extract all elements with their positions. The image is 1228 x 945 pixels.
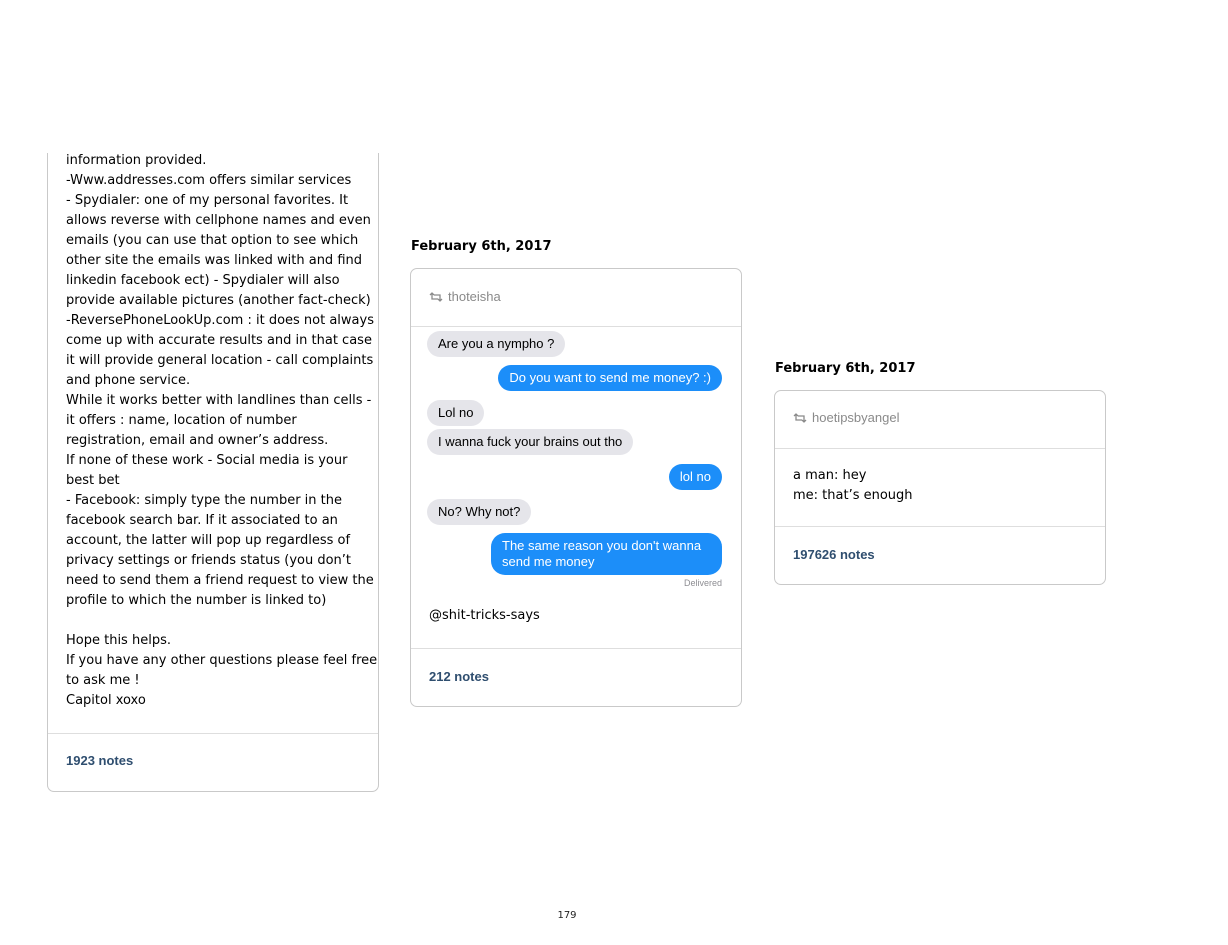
reblog-username[interactable]: thoteisha: [448, 289, 501, 304]
reblog-header[interactable]: [429, 289, 501, 304]
text-line: other site the emails was linked with and find: [66, 253, 362, 268]
divider: [775, 526, 1105, 527]
text-line: best bet: [66, 473, 120, 488]
reblog-icon: [793, 413, 807, 423]
text-line: it offers : name, location of number: [66, 413, 297, 428]
text-line: me: that’s enough: [793, 488, 913, 503]
post-date: February 6th, 2017: [411, 239, 552, 254]
text-line: to ask me !: [66, 673, 140, 688]
delivered-status: Delivered: [683, 578, 722, 588]
notes-count[interactable]: 1923 notes: [66, 753, 134, 768]
text-line: If you have any other questions please feel free: [66, 653, 378, 668]
post-body-text: [66, 151, 378, 711]
message-bubble-incoming: Lol no: [427, 400, 484, 426]
text-line: privacy settings or friends status (you don’t: [66, 553, 352, 568]
reblog-icon: [429, 292, 443, 302]
message-bubble-incoming: Are you a nympho ?: [427, 331, 565, 357]
post-card-right: [774, 390, 1106, 585]
text-line: If none of these work - Social media is your: [66, 453, 348, 468]
message-bubble-incoming: I wanna fuck your brains out tho: [427, 429, 633, 455]
text-line: allows reverse with cellphone names and even: [66, 213, 371, 228]
message-screenshot: [425, 329, 731, 591]
text-line: While it works better with landlines than cells -: [66, 393, 372, 408]
text-line: a man: hey: [793, 468, 867, 483]
text-line: registration, email and owner’s address.: [66, 433, 329, 448]
text-line: linkedin facebook ect) - Spydialer will also: [66, 273, 340, 288]
text-line: - Facebook: simply type the number in the: [66, 493, 342, 508]
text-line: it will provide general location - call complaints: [66, 353, 374, 368]
message-bubble-outgoing: Do you want to send me money? :): [498, 365, 722, 391]
text-line: account, the latter will pop up regardless of: [66, 533, 351, 548]
message-bubble-outgoing: lol no: [669, 464, 722, 490]
text-line: profile to which the number is linked to): [66, 593, 327, 608]
text-line: facebook search bar. If it associated to an: [66, 513, 338, 528]
divider: [411, 648, 741, 649]
text-line: Capitol xoxo: [66, 693, 146, 708]
divider: [411, 326, 741, 327]
text-line: -ReversePhoneLookUp.com : it does not always: [66, 313, 374, 328]
post-card-middle: [410, 268, 742, 707]
text-line: Hope this helps.: [66, 633, 171, 648]
text-line: need to send them a friend request to view the: [66, 573, 374, 588]
text-line: information provided.: [66, 153, 207, 168]
text-line: - Spydialer: one of my personal favorites. It: [66, 193, 349, 208]
post-card-left: [47, 153, 379, 792]
text-line: [66, 611, 366, 631]
reblog-header[interactable]: [793, 410, 899, 425]
notes-count[interactable]: 197626 notes: [793, 547, 875, 562]
post-date: February 6th, 2017: [775, 361, 916, 376]
page-number: 179: [557, 910, 577, 921]
reblog-username[interactable]: hoetipsbyangel: [812, 410, 900, 425]
message-bubble-incoming: No? Why not?: [427, 499, 531, 525]
message-bubble-outgoing: The same reason you don't wanna send me money: [491, 533, 722, 575]
text-line: and phone service.: [66, 373, 191, 388]
divider: [48, 733, 378, 734]
text-line: -Www.addresses.com offers similar services: [66, 173, 352, 188]
text-line: emails (you can use that option to see which: [66, 233, 359, 248]
post-caption: @shit-tricks-says: [429, 608, 540, 623]
text-line: come up with accurate results and in that case: [66, 333, 372, 348]
notes-count[interactable]: 212 notes: [429, 669, 489, 684]
text-line: provide available pictures (another fact-check): [66, 293, 371, 308]
divider: [775, 448, 1105, 449]
post-body-text: [793, 466, 913, 506]
